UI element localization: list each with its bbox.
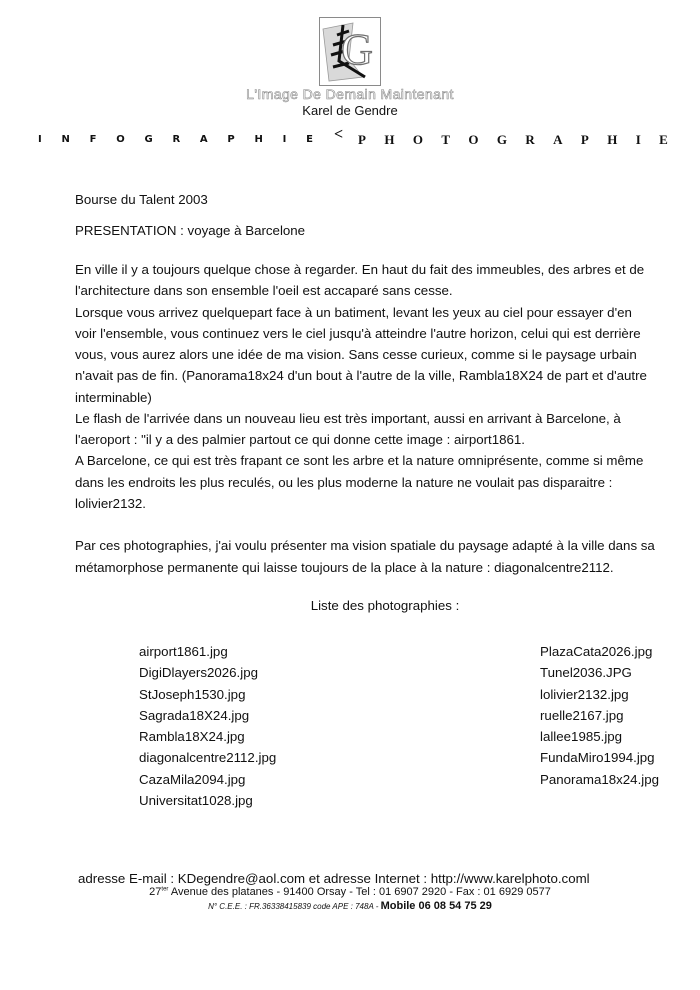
document-title: Bourse du Talent 2003 xyxy=(75,192,208,207)
paragraph-line: vous, vous aurez alors une idée de ma vision. Sans cesse curieux, comme si le paysage urbain xyxy=(75,347,637,362)
banner-letter: O xyxy=(468,132,479,147)
paragraph-line: Par ces photographies, j'ai voulu présenter ma vision spatiale du paysage adapté à la ville dans sa xyxy=(75,538,655,554)
paragraph-line: Lorsque vous arrivez quelquepart face à un batiment, levant les yeux au ciel pour essayer d'en xyxy=(75,304,632,320)
legal-identifiers: N° C.E.E. : FR.36338415839 code APE : 748A - xyxy=(208,902,381,911)
company-logo xyxy=(319,17,381,86)
header-banner xyxy=(38,126,668,150)
banner-letter: A xyxy=(199,134,208,145)
paragraph-line: interminable) xyxy=(75,389,152,405)
paragraph-line: l'architecture dans son ensemble l'oeil est accaparé sans cesse. xyxy=(75,283,453,299)
photo-filename: lolivier2132.jpg xyxy=(540,686,629,702)
photo-filename: DigiDlayers2026.jpg xyxy=(139,665,258,681)
banner-separator: < xyxy=(334,126,344,143)
banner-infographie xyxy=(38,134,313,145)
photo-list-right xyxy=(540,641,659,790)
photo-filename: Sagrada18X24.jpg xyxy=(139,707,250,723)
banner-letter: I xyxy=(282,134,287,145)
banner-letter: G xyxy=(144,134,153,145)
paragraph-line: voir l'ensemble, vous continuez vers le ciel jusqu'à atteindre l'autre horizon, celui qui est derrière xyxy=(75,325,641,341)
banner-letter: G xyxy=(496,132,507,147)
banner-letter: H xyxy=(384,132,395,147)
banner-letter: O xyxy=(412,132,423,147)
paragraph-line: En ville il y a toujours quelque chose à regarder. En haut du fait des immeubles, des arbres et de xyxy=(75,262,645,277)
banner-letter: E xyxy=(306,134,313,145)
photo-filename: Universitat1028.jpg xyxy=(139,792,253,808)
banner-letter: I xyxy=(38,134,42,145)
banner-letter: A xyxy=(553,132,563,147)
photo-filename: Panorama18x24.jpg xyxy=(540,771,660,787)
banner-letter: P xyxy=(358,132,366,147)
paragraph-line: Le flash de l'arrivée dans un nouveau lieu est très important, aussi en arrivant à Barcelone, à xyxy=(75,410,621,426)
mobile-number: Mobile 06 08 54 75 29 xyxy=(380,900,492,912)
banner-letter: F xyxy=(89,134,97,145)
photo-filename: FundaMiro1994.jpg xyxy=(540,750,655,766)
photo-filename: Tunel2036.JPG xyxy=(540,665,632,681)
paragraph-line: métamorphose permanente qui laisse toujours de la place à la nature : diagonalcentre2112. xyxy=(75,559,614,575)
photo-filename: airport1861.jpg xyxy=(139,644,228,659)
document-subtitle: PRESENTATION : voyage à Barcelone xyxy=(75,223,306,238)
company-tagline: L'Image De Demain Maintenant xyxy=(246,86,454,102)
logo-letter: G xyxy=(341,25,373,74)
photo-list-title: Liste des photographies : xyxy=(310,598,460,613)
banner-photographie xyxy=(358,132,668,148)
banner-letter: P xyxy=(227,134,235,145)
paragraph-spacer xyxy=(75,514,699,535)
photo-filename: PlazaCata2026.jpg xyxy=(540,644,653,659)
address-number: 27 xyxy=(149,886,162,898)
contact-line: adresse E-mail : KDegendre@aol.com et adresse Internet : http://www.karelphoto.coml xyxy=(78,871,590,886)
author-name: Karel de Gendre xyxy=(302,103,398,118)
photo-filename: StJoseph1530.jpg xyxy=(139,686,246,702)
banner-letter: I xyxy=(635,132,641,147)
paragraph-line: dans les endroits les plus reculés, ou les plus moderne la nature ne voulait pas disparaitre : xyxy=(75,474,613,490)
banner-letter: N xyxy=(61,134,70,145)
paragraph-line: A Barcelone, ce qui est très frapant ce sont les arbre et la nature omniprésente, comme si même xyxy=(75,453,644,469)
banner-letter: T xyxy=(441,132,450,147)
photo-list-left xyxy=(139,641,276,811)
photo-filename: lallee1985.jpg xyxy=(540,729,623,744)
banner-letter: E xyxy=(659,132,668,147)
logo-mark xyxy=(319,17,381,86)
banner-letter: P xyxy=(580,132,589,147)
banner-letter: R xyxy=(525,132,535,147)
legal-line xyxy=(0,900,700,912)
banner-letter: R xyxy=(172,134,181,145)
photo-filename: Rambla18X24.jpg xyxy=(139,729,245,744)
photo-filename: diagonalcentre2112.jpg xyxy=(139,750,277,766)
photo-filename: ruelle2167.jpg xyxy=(540,707,624,723)
paragraph-line: n'avait pas de fin. (Panorama18x24 d'un bout à l'autre de la ville, Rambla18X24 de part et d'autre xyxy=(75,368,647,384)
banner-letter: H xyxy=(607,132,618,147)
presentation-text xyxy=(75,259,699,578)
banner-letter: O xyxy=(116,134,125,145)
photo-filename: CazaMila2094.jpg xyxy=(139,771,246,787)
paragraph-line: lolivier2132. xyxy=(75,495,146,511)
address-superscript: ter xyxy=(161,886,169,893)
paragraph-line: l'aeroport : "il y a des palmier partout ce qui donne cette image : airport1861. xyxy=(75,432,526,447)
banner-letter: H xyxy=(254,134,263,145)
address-rest: Avenue des platanes - 91400 Orsay - Tel : 01 6907 2920 - Fax : 01 6929 0577 xyxy=(168,886,551,898)
postal-address xyxy=(0,886,700,898)
